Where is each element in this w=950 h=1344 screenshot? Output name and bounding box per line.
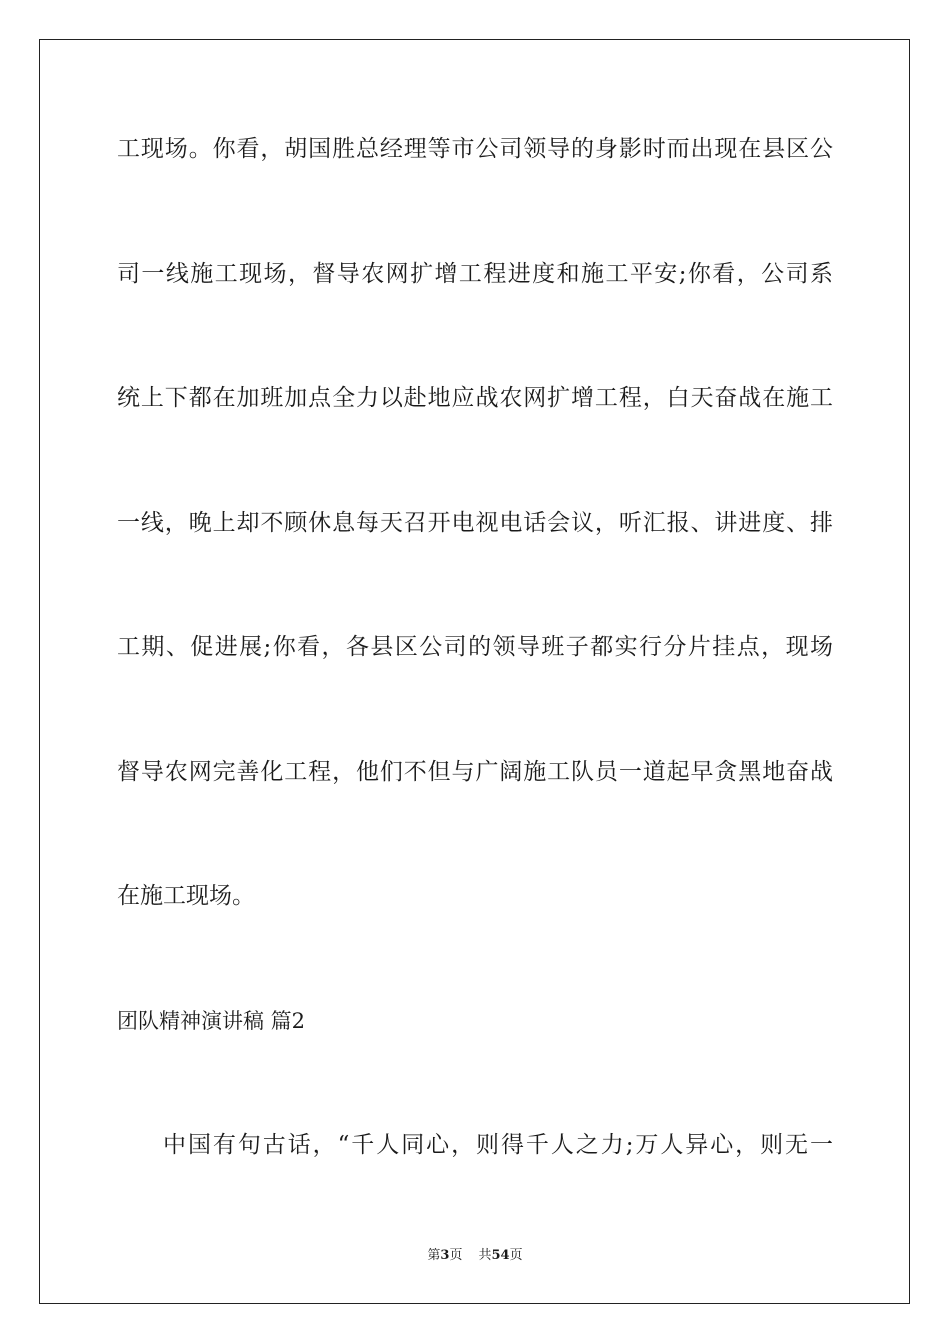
footer-total-pages: 54 — [491, 1248, 510, 1263]
page-footer — [0, 1247, 950, 1265]
footer-total-unit: 页 — [509, 1248, 523, 1263]
paragraph-line-3: 统上下都在加班加点全力以赴地应战农网扩增工程，白天奋战在施工 — [117, 385, 833, 411]
paragraph-line-7: 在施工现场。 — [117, 883, 255, 909]
paragraph-line-6: 督导农网完善化工程，他们不但与广阔施工队员一道起早贪黑地奋战 — [117, 759, 833, 785]
footer-total-prefix: 共 — [478, 1248, 492, 1263]
footer-current-page: 3 — [440, 1248, 450, 1263]
footer-prefix: 第 — [427, 1248, 441, 1263]
paragraph-line-4: 一线，晚上却不顾休息每天召开电视电话会议，听汇报、讲进度、排 — [117, 510, 833, 536]
footer-page-unit: 页 — [449, 1248, 463, 1263]
paragraph-line-1: 工现场。你看，胡国胜总经理等市公司领导的身影时而出现在县区公 — [117, 136, 833, 162]
paragraph2-line-1: 中国有句古话，“千人同心，则得千人之力;万人异心，则无一 — [163, 1132, 833, 1158]
paragraph-line-5: 工期、促进展;你看，各县区公司的领导班子都实行分片挂点，现场 — [117, 634, 833, 660]
paragraph-line-2: 司一线施工现场，督导农网扩增工程进度和施工平安;你看，公司系 — [117, 261, 833, 287]
page-border — [39, 39, 910, 1304]
section-heading: 团队精神演讲稿 篇2 — [117, 1009, 306, 1033]
